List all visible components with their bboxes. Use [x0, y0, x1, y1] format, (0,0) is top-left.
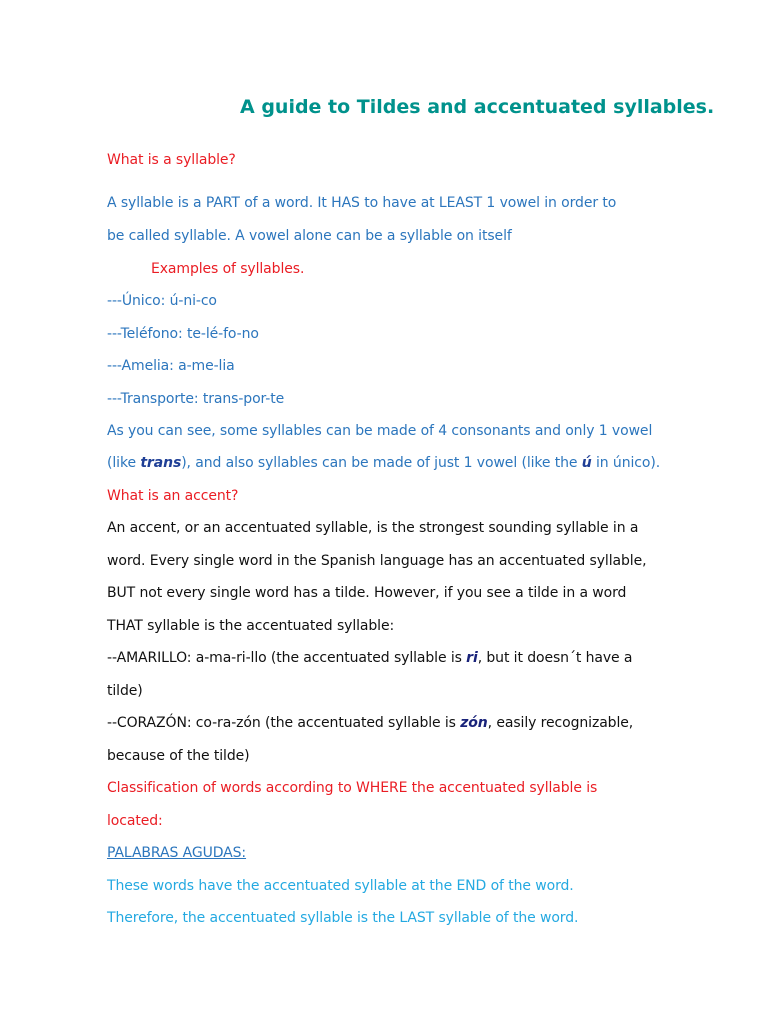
example-text: --AMARILLO: a-ma-ri-llo (the accentuated syllable is — [107, 650, 467, 666]
paragraph-line: Therefore, the accentuated syllable is the LAST syllable of the word. — [107, 910, 579, 926]
accent-example-corazon — [107, 713, 633, 733]
palabras-agudas-heading: PALABRAS AGUDAS: — [107, 845, 247, 861]
example-item: ---Transporte: trans-por-te — [107, 391, 285, 407]
emphasis-trans: trans — [140, 455, 182, 471]
note-line: As you can see, some syllables can be made of 4 consonants and only 1 vowel — [107, 423, 653, 439]
paragraph-line: be called syllable. A vowel alone can be a syllable on itself — [107, 228, 512, 244]
note-text: ), and also syllables can be made of just 1 vowel (like the — [181, 455, 582, 471]
classification-heading: Classification of words according to WHERE the accentuated syllable is — [107, 780, 598, 796]
paragraph-line: These words have the accentuated syllable at the END of the word. — [107, 878, 574, 894]
classification-heading: located: — [107, 813, 163, 829]
paragraph-line: BUT not every single word has a tilde. However, if you see a tilde in a word — [107, 585, 627, 601]
paragraph-line: An accent, or an accentuated syllable, is the strongest sounding syllable in a — [107, 520, 639, 536]
note-line — [107, 453, 660, 473]
paragraph-line: because of the tilde) — [107, 748, 250, 764]
section-heading-accent: What is an accent? — [107, 488, 239, 504]
document-title: A guide to Tildes and accentuated syllables. — [240, 96, 715, 118]
example-text: , but it doesn´t have a — [477, 650, 633, 666]
example-text: --CORAZÓN: co-ra-zón (the accentuated syllable is — [107, 715, 461, 731]
paragraph-line: A syllable is a PART of a word. It HAS to have at LEAST 1 vowel in order to — [107, 195, 617, 211]
section-heading-syllable: What is a syllable? — [107, 152, 236, 168]
paragraph-line: word. Every single word in the Spanish language has an accentuated syllable, — [107, 553, 647, 569]
note-text: in único). — [591, 455, 661, 471]
example-item: ---Teléfono: te-lé-fo-no — [107, 326, 259, 342]
example-item: ---Amelia: a-me-lia — [107, 358, 235, 374]
paragraph-line: THAT syllable is the accentuated syllable: — [107, 618, 395, 634]
example-text: , easily recognizable, — [487, 715, 634, 731]
accent-example-amarillo — [107, 648, 632, 668]
emphasis-zon: zón — [460, 715, 488, 731]
emphasis-ri: ri — [466, 650, 478, 666]
emphasis-u: ú — [581, 455, 592, 471]
paragraph-line: tilde) — [107, 683, 143, 699]
note-text: (like — [107, 455, 141, 471]
example-item: ---Único: ú-ni-co — [107, 293, 217, 309]
examples-heading: Examples of syllables. — [151, 261, 305, 277]
